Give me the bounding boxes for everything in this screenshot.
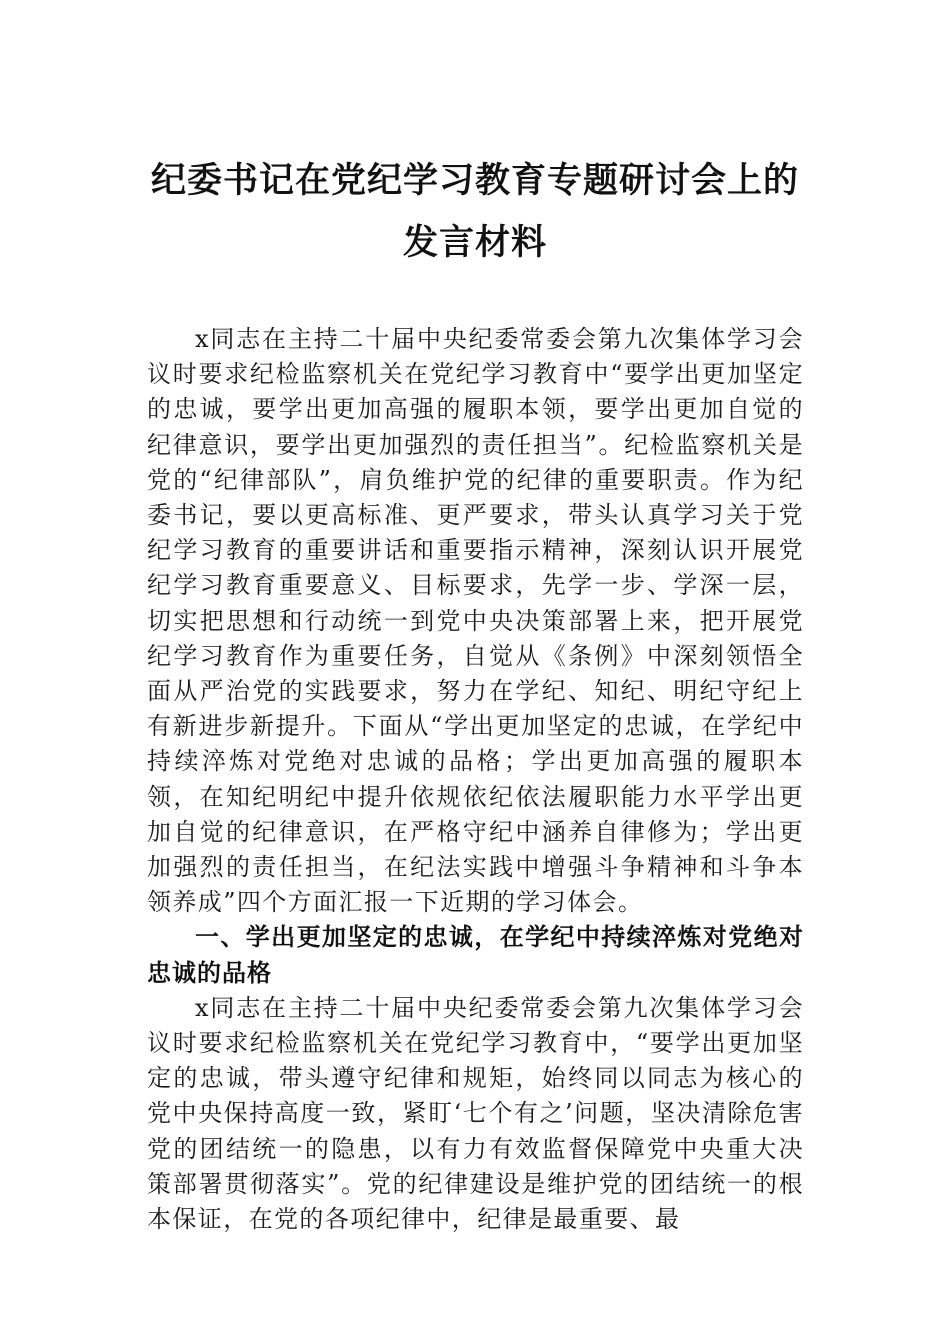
section-heading-1: 一、学出更加坚定的忠诚，在学纪中持续淬炼对党绝对忠诚的品格 — [147, 923, 804, 987]
document-title — [0, 150, 950, 274]
intro-paragraph: x同志在主持二十届中央纪委常委会第九次集体学习会议时要求纪检监察机关在党纪学习教育中“要学出更加坚定的忠诚，要学出更加高强的履职本领，要学出更加自觉的纪律意识，要学出更加强烈的责任担当”。纪检监察机关是党的“纪律部队”，肩负维护党的纪律的重要职责。作为纪委书记，要以更高标准、更严要求，带头认真学习关于党纪学习教育的重要讲话和重要指示精神，深刻认识开展党纪学习教育重要意义、目标要求，先学一步、学深一层，切实把思想和行动统一到党中央决策部署上来，把开展党纪学习教育作为重要任务，自觉从《条例》中深刻领悟全面从严治党的实践要求，努力在学纪、知纪、明纪守纪上有新进步新提升。下面从“学出更加坚定的忠诚，在学纪中持续淬炼对党绝对忠诚的品格；学出更加高强的履职本领，在知纪明纪中提升依规依纪依法履职能力水平学出更加自觉的纪律意识，在严格守纪中涵养自律修为；学出更加强烈的责任担当，在纪法实践中增强斗争精神和斗争本领养成”四个方面汇报一下近期的学习体会。 — [147, 325, 804, 917]
document-body — [147, 322, 804, 1237]
section-1-paragraph: x同志在主持二十届中央纪委常委会第九次集体学习会议时要求纪检监察机关在党纪学习教育中，“要学出更加坚定的忠诚，带头遵守纪律和规矩，始终同以同志为核心的党中央保持高度一致，紧盯‘七个有之’问题，坚决清除危害党的团结统一的隐患，以有力有效监督保障党中央重大决策部署贯彻落实”。党的纪律建设是维护党的团结统一的根本保证，在党的各项纪律中，纪律是最重要、最 — [147, 993, 804, 1234]
title-line-2: 发言材料 — [402, 222, 547, 263]
title-line-1: 纪委书记在党纪学习教育专题研讨会上的 — [150, 160, 799, 201]
